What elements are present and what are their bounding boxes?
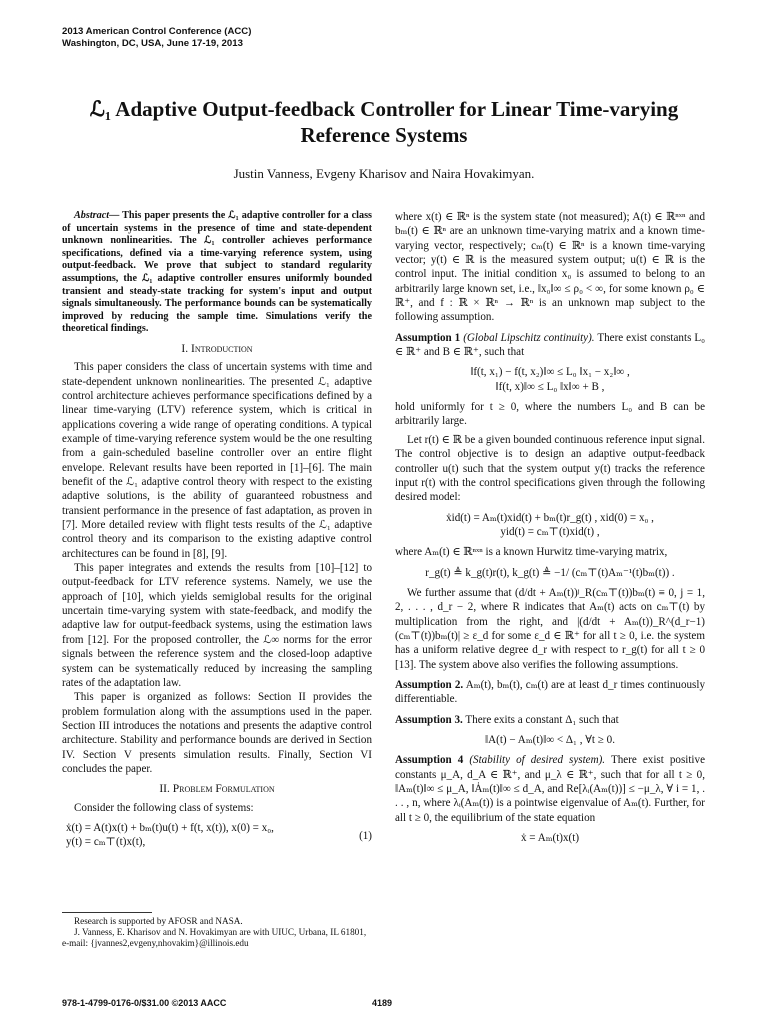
footnote (62, 912, 372, 949)
assumption-2 (395, 678, 705, 707)
section-heading-introduction: I. Introduction (181, 342, 253, 355)
page-number: 4189 (372, 998, 393, 1008)
equation-1-line-1: ẋ(t) = A(t)x(t) + bₘ(t)u(t) + f(t, x(t)), x(0) = x₀, (66, 821, 274, 834)
right-paragraph-2: Let r(t) ∈ ℝ be a given bounded continuous reference input signal. The control objective is to design an adaptive output-feedback controller u(t) such that the system output y(t) tracks the reference input r(t) with the control specifications given through the following desired model: (395, 433, 705, 504)
assumption-1-text: There exist constants L₀ ∈ ℝ⁺ and B ∈ ℝ⁺, such that (395, 331, 705, 359)
equation-1 (62, 821, 372, 850)
problem-paragraph-1: Consider the following class of systems: (74, 801, 254, 814)
abstract (62, 210, 372, 336)
assumption-3-equation: ‖A(t) − Aₘ(t)‖∞ < Δ₁ , ∀t ≥ 0. (485, 734, 615, 746)
conference-header (62, 26, 251, 50)
section-heading-problem-formulation: II. Problem Formulation (159, 783, 275, 796)
assumption-1-eq-2: ‖f(t, x)‖∞ ≤ L₀ ‖x‖∞ + B , (495, 380, 605, 393)
footnote-rule (62, 912, 152, 913)
footnote-affiliation: J. Vanness, E. Kharisov and N. Hovakimyan are with UIUC, Urbana, IL 61801, e-mail: {jvannes2,evgeny,nhovakim}@illinois.edu (62, 927, 367, 948)
footnote-funding: Research is supported by AFOSR and NASA. (74, 916, 243, 926)
intro-paragraph-2: This paper integrates and extends the results from [10]–[12] to output-feedback for LTV reference systems. Namely, we use the approach of [10], which yields semiglobal results for the original uncertain time-varying system with state-feedback, and modify the adaptive law for output-feedback systems, using the estimation laws from [12]. For the proposed controller, the ℒ∞ norms for the error signals between the reference system and the closed-loop adaptive system can be systematically reduced by increasing the sampling rates of the adaptation law. (62, 562, 372, 689)
right-paragraph-3: where Aₘ(t) ∈ ℝⁿˣⁿ is a known Hurwitz time-varying matrix, (395, 546, 668, 559)
isbn-line: 978-1-4799-0176-0/$31.00 ©2013 AACC (62, 998, 227, 1008)
conference-name: 2013 American Control Conference (ACC) (62, 26, 252, 37)
assumption-1-label: Assumption 1 (395, 331, 461, 344)
abstract-text: — This paper presents the ℒ₁ adaptive controller for a class of uncertain systems in the presence of time and state-dependent unknown nonlinearities. The ℒ₁ controller achieves performance specifications, defined via a time-varying reference system, using output-feedback. We prove that subject to standard regularity assumptions, the ℒ₁ adaptive controller ensures uniformly bounded transient and steady-state tracking for system's input and output signals simultaneously. The performance bounds can be systematically improved by reducing the sample time. Simulations verify the theoretical findings. (62, 210, 372, 335)
assumption-4-text: There exist positive constants μ_A, d_A ∈ ℝ⁺, and μ_λ ∈ ℝ⁺, such that for all t ≥ 0, ‖Aₘ(t)‖∞ ≤ μ_A, ‖Ȧₘ(t)‖∞ ≤ d_A, and Re[λᵢ(Aₘ(t))] ≤ −μ_λ, ∀ i = 1, . . . , n, where λᵢ(Aₘ(t)) is a pointwise eigenvalue of Aₘ(t). Further, for all t ≥ 0, the equilibrium of the state equation (395, 754, 705, 824)
assumption-2-text: Aₘ(t), bₘ(t), cₘ(t) are at least d_r times continuously differentiable. (395, 678, 705, 706)
right-paragraph-4: We further assume that (d/dt + Aₘ(t))ʲ_R(cₘ⊤(t))bₘ(t) ≡ 0, j = 1, 2, . . . , d_r − 2, where R indicates that Aₘ(t) acts on cₘ⊤(t) by multiplication from the right, and |(d/dt + Aₘ(t))_R^(d_r−1)(cₘ⊤(t))bₘ(t)| ≥ ε_d for some ε_d ∈ ℝ⁺ for all t ≥ 0, i.e. the system has a uniform relative degree d_r with respect to r_g(t) for all t ≥ 0 [13]. The system above also verifies the following assumptions. (395, 586, 705, 671)
assumption-1-after: hold uniformly for t ≥ 0, where the numbers L₀ and B can be arbitrarily large. (395, 401, 705, 428)
conference-location: Washington, DC, USA, June 17-19, 2013 (62, 38, 243, 49)
equation-desired-model-line-2: yid(t) = cₘ⊤(t)xid(t) , (500, 525, 600, 538)
assumption-4-equation: ẋ = Aₘ(t)x(t) (520, 832, 580, 845)
assumption-4 (395, 753, 705, 825)
assumption-1 (395, 331, 705, 360)
equation-desired-model-line-1: ẋid(t) = Aₘ(t)xid(t) + bₘ(t)r_g(t) , xid(0) = x₀ , (446, 511, 654, 524)
paper-title: ℒ₁ Adaptive Output-feedback Controller for Linear Time-varying Reference Systems (89, 97, 679, 147)
equation-1-line-2: y(t) = cₘ⊤(t)x(t), (66, 836, 146, 849)
intro-paragraph-1: This paper considers the class of uncertain systems with time and state-dependent unknown nonlinearities. The presented ℒ₁ adaptive control architecture achieves performance specifications defined by a linear time-varying (LTV) reference system, which is critical in applications covering a wide range of operating conditions. A typical example of time-varying reference system would be the one resulting from a gain-scheduled baseline controller over an entire flight envelope. Relevant results have been reported in [1]–[6]. The main benefit of the ℒ₁ adaptive control theory with respect to the existing adaptive solutions, is the ability of guaranteed robustness and transient performance in the presence of fast adaptation, as proven in [7]. More detailed review with flight tests results of the ℒ₁ adaptive control theory and its comparison to the existing adaptive control architectures can be found in [8], [9]. (62, 361, 372, 560)
paper-authors: Justin Vanness, Evgeny Kharisov and Naira Hovakimyan. (233, 166, 535, 181)
intro-paragraph-3: This paper is organized as follows: Section II provides the problem formulation along with the assumptions used in the paper. Section III introduces the notations and presents the adaptive control architecture. Stability and performance bounds are derived in Section IV. Section V presents simulation results. Finally, Section VI concludes the paper. (62, 691, 372, 775)
equation-reference-gain: r_g(t) ≜ k_g(t)r(t), k_g(t) ≜ −1/ (cₘ⊤(t)Aₘ⁻¹(t)bₘ(t)) . (425, 566, 675, 579)
assumption-3-label: Assumption 3. (395, 713, 463, 726)
equation-desired-model (395, 511, 705, 540)
assumption-3 (395, 713, 705, 727)
assumption-1-equations (395, 365, 705, 394)
assumption-1-name: (Global Lipschitz continuity). (463, 331, 595, 344)
left-column (62, 210, 372, 856)
assumption-4-label: Assumption 4 (395, 754, 464, 767)
right-paragraph-1: where x(t) ∈ ℝⁿ is the system state (not measured); A(t) ∈ ℝⁿˣⁿ and bₘ(t) ∈ ℝⁿ are an unknown time-varying matrix and a known time-varying vector, respectively; cₘ(t) ∈ ℝⁿ is a known time-varying vector; y(t) ∈ ℝ is the measured system output; u(t) ∈ ℝ is the control input. The initial condition x₀ is assumed to belong to an arbitrarily large known set, i.e., ‖x₀‖∞ ≤ ρ₀ < ∞, for some known ρ₀ ∈ ℝ⁺, and f : ℝ × ℝⁿ → ℝⁿ is an unknown map subject to the following assumption. (395, 211, 705, 324)
assumption-1-eq-1: ‖f(t, x₁) − f(t, x₂)‖∞ ≤ L₀ ‖x₁ − x₂‖∞ , (470, 366, 630, 379)
assumption-3-text: There exits a constant Δ₁ such that (465, 713, 619, 726)
assumption-2-label: Assumption 2. (395, 678, 464, 691)
abstract-lead: Abstract (74, 210, 110, 221)
equation-1-number: (1) (359, 829, 372, 842)
right-column (395, 210, 705, 851)
assumption-4-name: (Stability of desired system). (469, 754, 606, 767)
